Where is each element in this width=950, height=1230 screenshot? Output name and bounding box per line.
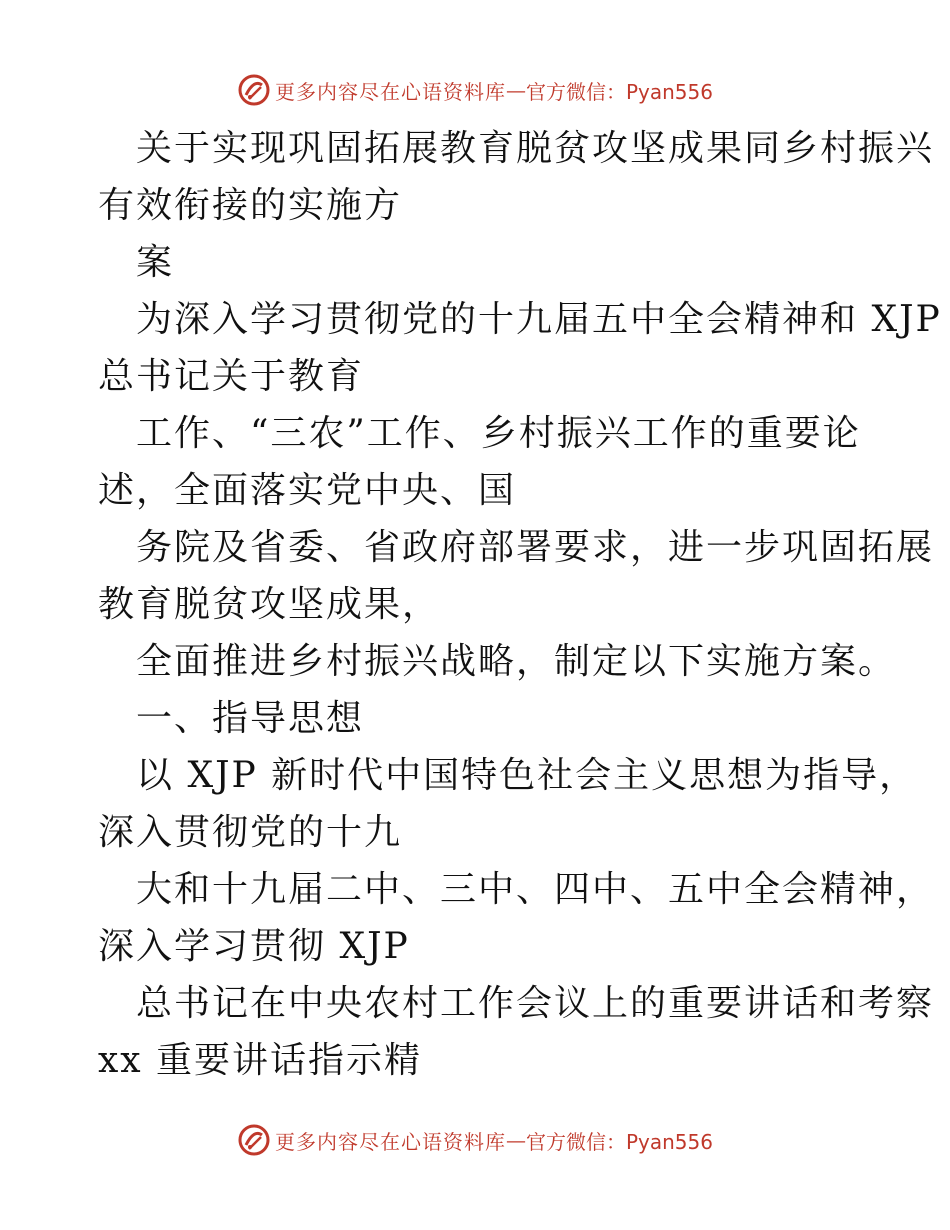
banner-separator: — <box>505 1128 526 1152</box>
document-body <box>98 120 942 1089</box>
banner-separator: — <box>505 78 526 102</box>
document-title-line: 有效衔接的实施方 <box>98 185 403 226</box>
paragraph-line: 工作、“三农”工作、乡村振兴工作的重要论 <box>136 413 861 454</box>
paragraph-line: 总书记在中央农村工作会议上的重要讲话和考察 <box>136 983 935 1024</box>
banner-title: 更多内容尽在心语资料库 <box>274 79 506 104</box>
paragraph-line: 大和十九届二中、三中、四中、五中全会精神， <box>136 869 935 910</box>
paragraph-line: xx 重要讲话指示精 <box>98 1040 423 1081</box>
paragraph-line: 为深入学习贯彻党的十九届五中全会精神和 XJP <box>136 299 942 340</box>
footer-banner <box>0 1120 950 1160</box>
paragraph-line: 述，全面落实党中央、国 <box>98 470 517 511</box>
paragraph-line: 以 XJP 新时代中国特色社会主义思想为指导， <box>136 755 918 796</box>
document-title-line: 关于实现巩固拓展教育脱贫攻坚成果同乡村振兴 <box>136 128 935 169</box>
paragraph-line: 务院及省委、省政府部署要求，进一步巩固拓展 <box>136 527 935 568</box>
pen-logo-icon <box>237 1123 271 1157</box>
paragraph-line: 全面推进乡村振兴战略，制定以下实施方案。 <box>136 641 897 682</box>
banner-wechat: 官方微信：Pyan556 <box>525 79 713 104</box>
banner-wechat: 官方微信：Pyan556 <box>525 1129 713 1154</box>
paragraph-line: 深入贯彻党的十九 <box>98 812 403 853</box>
pen-logo-icon <box>237 73 271 107</box>
header-banner <box>0 70 950 110</box>
section-heading: 一、指导思想 <box>136 698 365 739</box>
paragraph-line: 深入学习贯彻 XJP <box>98 926 410 967</box>
paragraph-line: 教育脱贫攻坚成果， <box>98 584 441 625</box>
paragraph-line: 总书记关于教育 <box>98 356 365 397</box>
document-title-line: 案 <box>136 242 175 283</box>
banner-title: 更多内容尽在心语资料库 <box>274 1129 506 1154</box>
